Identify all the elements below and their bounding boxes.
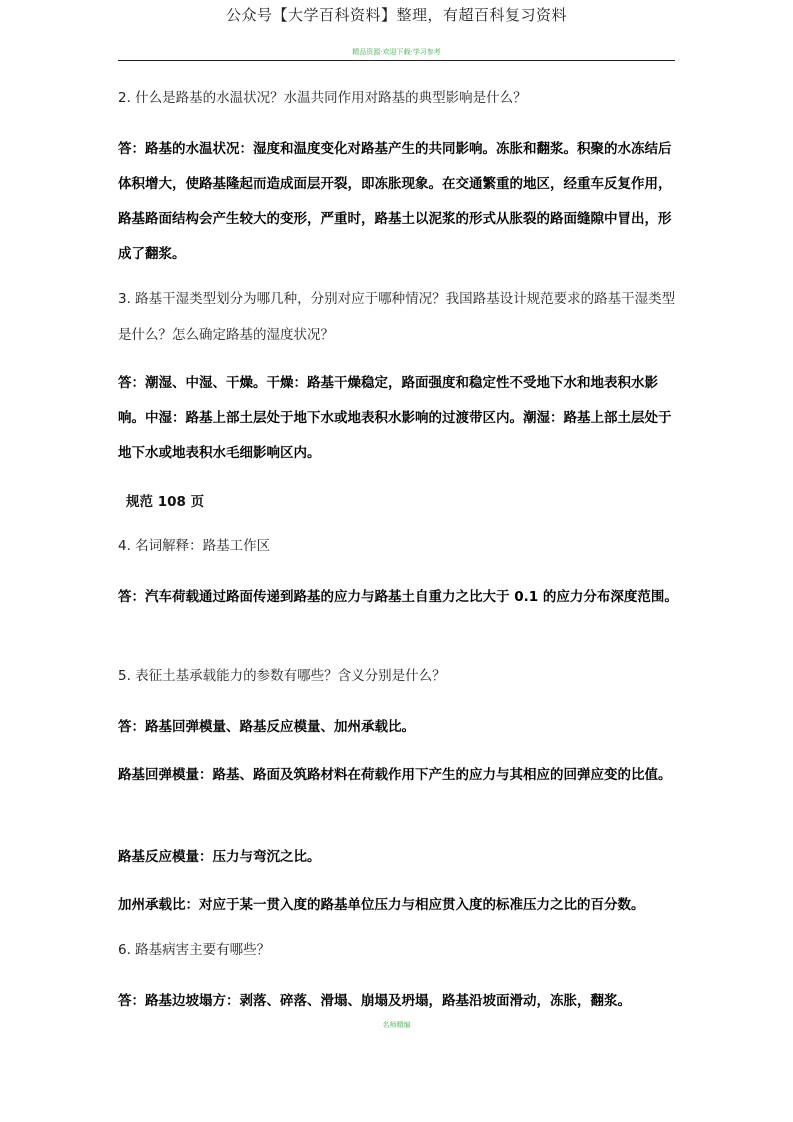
spec-note: 规范 108 页 [126,494,205,510]
answer-5-cbr: 加州承载比：对应于某一贯入度的路基单位压力与相应贯入度的标准压力之比的百分数。 [118,897,645,913]
question-3: 3. 路基干湿类型划分为哪几种，分别对应于哪种情况？我国路基设计规范要求的路基干湿类型是什么？怎么确定路基的湿度状况？ [118,291,676,343]
watermark-top: 精品资源·欢迎下载·学习参考 [352,48,441,56]
answer-6: 答：路基边坡塌方：剥落、碎落、滑塌、崩塌及坍塌，路基沿坡面滑动，冻胀，翻浆。 [118,993,631,1009]
answer-3: 答：潮湿、中湿、干燥。干燥：路基干燥稳定，路面强度和稳定性不受地下水和地表积水影响。中湿：路基上部土层处于地下水或地表积水影响的过渡带区内。潮湿：路基上部土层处于地下水或地表积水毛细影响区内。 [118,375,672,461]
answer-4: 答：汽车荷载通过路面传递到路基的应力与路基土自重力之比大于 0.1 的应力分布深度范围。 [118,589,678,605]
answer-5-reaction: 路基反应模量：压力与弯沉之比。 [118,849,321,865]
answer-5-modulus: 路基回弹模量：路基、路面及筑路材料在荷载作用下产生的应力与其相应的回弹应变的比值。 [118,767,672,783]
watermark-bottom: 名师精编 [382,1021,411,1029]
answer-2: 答：路基的水温状况：湿度和温度变化对路基产生的共同影响。冻胀和翻浆。积聚的水冻结后体积增大，使路基隆起而造成面层开裂，即冻胀现象。在交通繁重的地区，经重车反复作用，路基路面结构会产生较大的变形，严重时，路基土以泥浆的形式从胀裂的路面缝隙中冒出，形成了翻浆。 [118,141,672,262]
header-rule [118,60,675,61]
question-2: 2. 什么是路基的水温状况？水温共同作用对路基的典型影响是什么？ [118,90,527,106]
question-4: 4. 名词解释：路基工作区 [118,538,271,554]
answer-5: 答：路基回弹模量、路基反应模量、加州承载比。 [118,719,415,735]
question-6: 6. 路基病害主要有哪些？ [118,942,271,958]
page-header: 公众号【大学百科资料】整理，有超百科复习资料 [225,6,567,24]
question-5: 5. 表征土基承载能力的参数有哪些？含义分别是什么？ [118,668,446,684]
